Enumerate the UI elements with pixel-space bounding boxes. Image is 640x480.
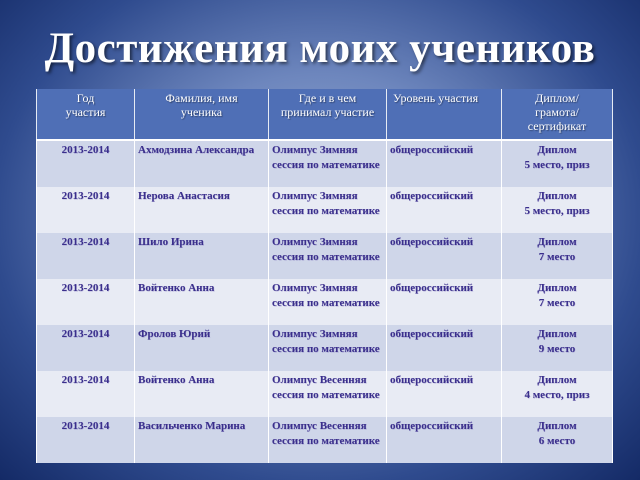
table-row	[37, 187, 613, 233]
cell-event: Олимпус Зимняя сессия по математике	[269, 140, 387, 187]
cell-year: 2013-2014	[37, 233, 135, 279]
header-year: Год участия	[37, 89, 135, 140]
cell-student: Ахмодзина Александра	[135, 140, 269, 187]
cell-level: общероссийский	[387, 417, 502, 463]
cell-student: Фролов Юрий	[135, 325, 269, 371]
cell-award: Диплом 4 место, приз	[502, 371, 613, 417]
header-award: Диплом/ грамота/ сертификат	[502, 89, 613, 140]
cell-year: 2013-2014	[37, 187, 135, 233]
cell-event: Олимпус Зимняя сессия по математике	[269, 187, 387, 233]
cell-level: общероссийский	[387, 187, 502, 233]
cell-year: 2013-2014	[37, 371, 135, 417]
cell-award: Диплом 5 место, приз	[502, 140, 613, 187]
cell-award: Диплом 5 место, приз	[502, 187, 613, 233]
cell-event: Олимпус Весенняя сессия по математике	[269, 417, 387, 463]
cell-year: 2013-2014	[37, 140, 135, 187]
cell-student: Васильченко Марина	[135, 417, 269, 463]
table-row	[37, 279, 613, 325]
table-row	[37, 233, 613, 279]
cell-event: Олимпус Весенняя сессия по математике	[269, 371, 387, 417]
cell-event: Олимпус Зимняя сессия по математике	[269, 233, 387, 279]
cell-student: Войтенко Анна	[135, 279, 269, 325]
cell-award: Диплом 9 место	[502, 325, 613, 371]
cell-level: общероссийский	[387, 325, 502, 371]
header-event: Где и в чем принимал участие	[269, 89, 387, 140]
table-row	[37, 371, 613, 417]
cell-student: Войтенко Анна	[135, 371, 269, 417]
slide-title: Достижения моих учеников	[44, 25, 596, 72]
cell-student: Шило Ирина	[135, 233, 269, 279]
achievements-table	[36, 89, 613, 463]
cell-award: Диплом 7 место	[502, 233, 613, 279]
cell-event: Олимпус Зимняя сессия по математике	[269, 279, 387, 325]
table-header-row	[37, 89, 613, 140]
cell-year: 2013-2014	[37, 325, 135, 371]
cell-year: 2013-2014	[37, 279, 135, 325]
table-row	[37, 417, 613, 463]
cell-level: общероссийский	[387, 279, 502, 325]
cell-student: Нерова Анастасия	[135, 187, 269, 233]
cell-award: Диплом 7 место	[502, 279, 613, 325]
cell-level: общероссийский	[387, 233, 502, 279]
cell-year: 2013-2014	[37, 417, 135, 463]
table-row	[37, 325, 613, 371]
table-row	[37, 140, 613, 187]
header-level: Уровень участия	[387, 89, 502, 140]
header-student: Фамилия, имя ученика	[135, 89, 269, 140]
cell-level: общероссийский	[387, 371, 502, 417]
cell-award: Диплом 6 место	[502, 417, 613, 463]
cell-level: общероссийский	[387, 140, 502, 187]
cell-event: Олимпус Зимняя сессия по математике	[269, 325, 387, 371]
